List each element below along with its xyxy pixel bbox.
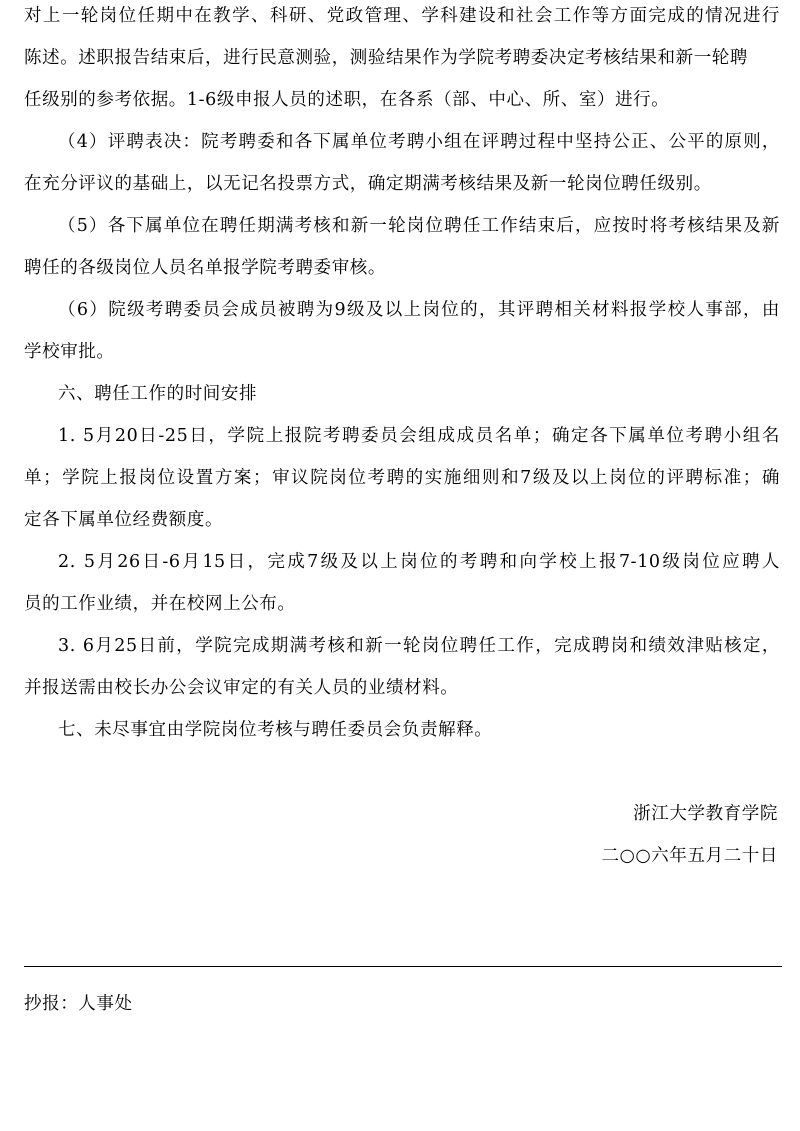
paragraph-line: 陈述。述职报告结束后，进行民意测验，测验结果作为学院考聘委决定考核结果和新一轮聘 xyxy=(24,48,748,68)
section-heading: 六、聘任工作的时间安排 xyxy=(58,384,258,404)
signature-date: 二○○六年五月二十日 xyxy=(601,846,778,866)
paragraph-line: 定各下属单位经费额度。 xyxy=(24,510,224,530)
paragraph-line: 聘任的各级岗位人员名单报学院考聘委审核。 xyxy=(24,258,386,278)
paragraph-line: 员的工作业绩，并在校网上公布。 xyxy=(24,594,296,614)
paragraph-line: 在充分评议的基础上，以无记名投票方式，确定期满考核结果及新一轮岗位聘任级别。 xyxy=(24,174,712,194)
paragraph-line: 单；学院上报岗位设置方案；审议院岗位考聘的实施细则和7级及以上岗位的评聘标准；确 xyxy=(24,468,780,488)
paragraph-line: （5）各下属单位在聘任期满考核和新一轮岗位聘任工作结束后，应按时将考核结果及新 xyxy=(58,216,780,236)
paragraph-line: 任级别的参考依据。1-6级申报人员的述职，在各系（部、中心、所、室）进行。 xyxy=(24,90,670,110)
paragraph-line: 1. 5月20日-25日，学院上报院考聘委员会组成成员名单；确定各下属单位考聘小组名 xyxy=(58,426,780,446)
paragraph-line: 3. 6月25日前，学院完成期满考核和新一轮岗位聘任工作，完成聘岗和绩效津贴核定， xyxy=(58,636,780,656)
footer-divider xyxy=(24,966,782,967)
section-heading: 七、未尽事宜由学院岗位考核与聘任委员会负责解释。 xyxy=(58,720,493,740)
paragraph-line: 并报送需由校长办公会议审定的有关人员的业绩材料。 xyxy=(24,678,459,698)
paragraph-line: （6）院级考聘委员会成员被聘为9级及以上岗位的，其评聘相关材料报学校人事部，由 xyxy=(58,300,780,320)
paragraph-line: 2. 5月26日-6月15日，完成7级及以上岗位的考聘和向学校上报7-10级岗位应聘人 xyxy=(58,552,780,572)
paragraph-line: 学校审批。 xyxy=(24,342,115,362)
signature-org: 浙江大学教育学院 xyxy=(633,804,778,824)
cc-line: 抄报：人事处 xyxy=(24,994,133,1014)
paragraph-line: （4）评聘表决：院考聘委和各下属单位考聘小组在评聘过程中坚持公正、公平的原则， xyxy=(58,132,780,152)
paragraph-line: 对上一轮岗位任期中在教学、科研、党政管理、学科建设和社会工作等方面完成的情况进行 xyxy=(24,6,780,26)
